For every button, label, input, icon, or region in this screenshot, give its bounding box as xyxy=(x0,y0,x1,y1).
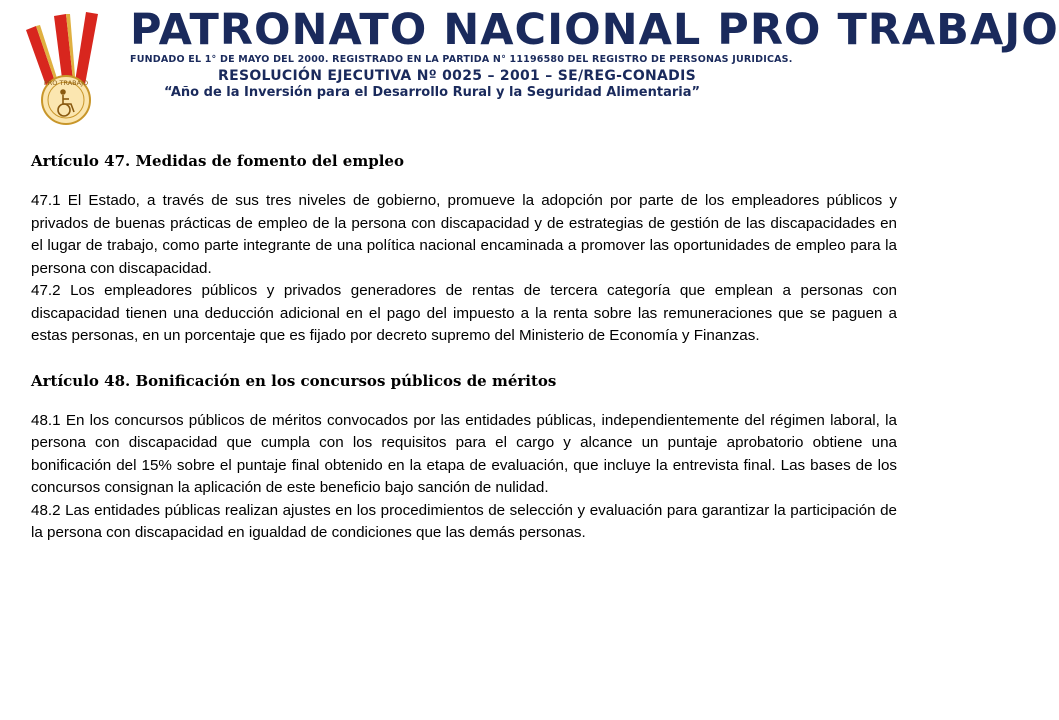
paragraph-48-1: 48.1 En los concursos públicos de méritos convocados por las entidades públicas, independientemente del régimen laboral, la persona con discapacidad que cumpla con los requisitos para el cargo y alcance un puntaje aprobatorio obtiene una bonificación del 15% sobre el puntaje final obtenido en la etapa de evaluación, que incluye la entrevista final. Las bases de los concursos consignan la aplicación de este beneficio bajo sanción de nulidad. xyxy=(31,411,897,496)
organization-logo xyxy=(24,12,114,127)
founded-line: FUNDADO EL 1° DE MAYO DEL 2000. REGISTRADO EN LA PARTIDA N° 11196580 DEL REGISTRO DE PERSONAS JURIDICAS. xyxy=(130,54,793,65)
document-body xyxy=(31,150,897,545)
paragraph-48-2: 48.2 Las entidades públicas realizan ajustes en los procedimientos de selección y evaluación para garantizar la participación de la persona con discapacidad en igualdad de condiciones que las demás personas. xyxy=(31,501,897,541)
letterhead xyxy=(0,0,1059,130)
paragraph-47-1: 47.1 El Estado, a través de sus tres niveles de gobierno, promueve la adopción por parte de los empleadores públicos y privados de buenas prácticas de empleo de la persona con discapacidad y de estrategias de gestión de las discapacidades en el lugar de trabajo, como parte integrante de una política nacional encaminada a promover las oportunidades de empleo para la persona con discapacidad. xyxy=(31,192,897,277)
article-47 xyxy=(31,150,897,348)
article-48 xyxy=(31,370,897,545)
section-gap xyxy=(31,348,897,370)
paragraph-47-2: 47.2 Los empleadores públicos y privados generadores de rentas de tercera categoría que emplean a personas con discapacidad tienen una deducción adicional en el pago del impuesto a la renta sobre las remuneraciones que se paguen a estas personas, en un porcentaje que es fijado por decreto supremo del Ministerio de Economía y Finanzas. xyxy=(31,282,897,344)
motto-line: “Año de la Inversión para el Desarrollo Rural y la Seguridad Alimentaria” xyxy=(164,85,701,100)
resolution-line: RESOLUCIÓN EJECUTIVA Nº 0025 – 2001 – SE/REG-CONADIS xyxy=(218,68,696,84)
logo-text: PRO TRABAJO xyxy=(43,79,89,87)
article-title: Artículo 47. Medidas de fomento del empleo xyxy=(31,152,404,170)
organization-name: PATRONATO NACIONAL PRO TRABAJO xyxy=(130,5,1059,55)
article-title: Artículo 48. Bonificación en los concursos públicos de méritos xyxy=(31,371,557,390)
